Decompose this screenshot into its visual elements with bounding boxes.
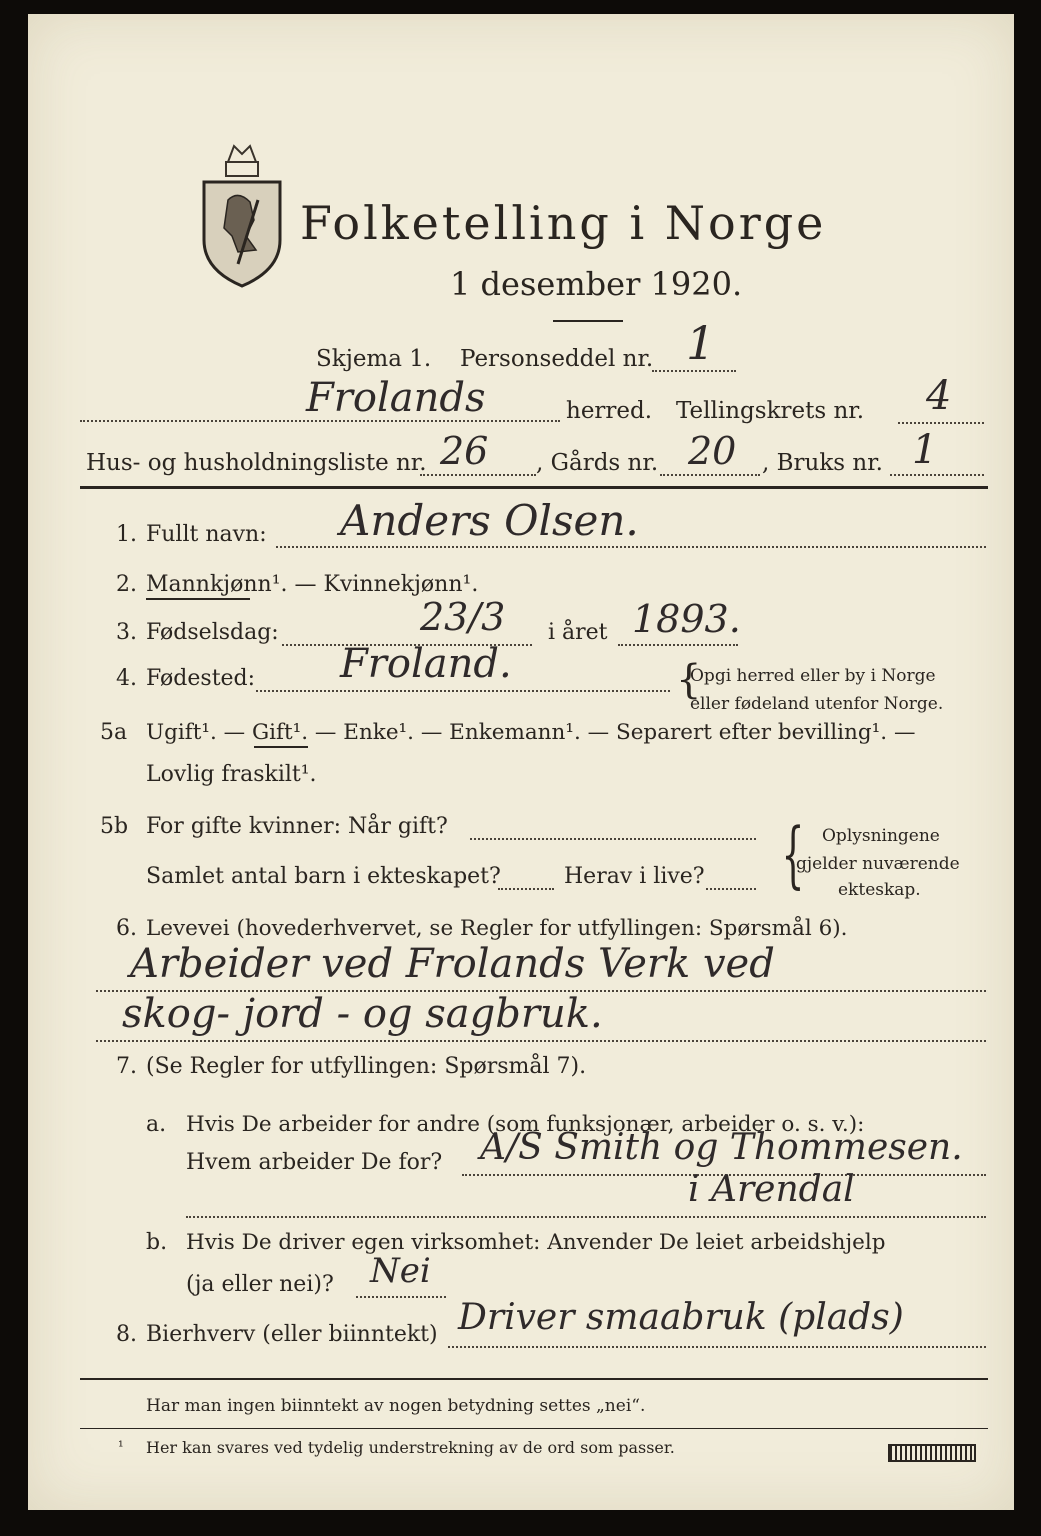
- footer-rule: [80, 1378, 988, 1380]
- q7a-letter: a.: [146, 1112, 167, 1137]
- marital-options: Ugift¹. — Gift¹. — Enke¹. — Enkemann¹. — Separert efter bevilling¹. —: [146, 720, 916, 745]
- marriage-note-line1: Oplysningene: [822, 826, 940, 846]
- personseddel-value: 1: [686, 316, 716, 370]
- footnote-rule: [80, 1428, 988, 1429]
- year-label: i året: [548, 620, 608, 645]
- birthplace-value: Froland.: [340, 641, 512, 687]
- q6-number: 6.: [116, 916, 137, 941]
- q7-number: 7.: [116, 1054, 137, 1079]
- footnote-mark: ¹: [118, 1439, 124, 1455]
- occupation-line2: [96, 1040, 986, 1042]
- children-alive-label: Herav i live?: [564, 864, 705, 889]
- brace-left-icon: {: [781, 812, 805, 896]
- printer-stamp-icon: [888, 1444, 976, 1462]
- form-title: Folketelling i Norge: [300, 196, 827, 250]
- q8-number: 8.: [116, 1322, 137, 1347]
- q5b-number: 5b: [100, 814, 129, 839]
- marriage-note-line3: ekteskap.: [838, 880, 921, 900]
- occupation-answer-line2: skog- jord - og sagbruk.: [122, 991, 603, 1037]
- personseddel-label: Personseddel nr.: [460, 346, 654, 372]
- children-count-label: Samlet antal barn i ekteskapet?: [146, 864, 501, 889]
- q7a-line1: Hvis De arbeider for andre (som funksjonær, arbeider o. s. v.):: [186, 1112, 865, 1137]
- q5a-number: 5a: [100, 720, 128, 745]
- q4-number: 4.: [116, 666, 137, 691]
- norwegian-coat-of-arms-icon: [198, 140, 286, 290]
- employer-label: Hvem arbeider De for?: [186, 1150, 443, 1175]
- tellingskrets-label: Tellingskrets nr.: [676, 398, 865, 424]
- married-when-label: For gifte kvinner: Når gift?: [146, 814, 448, 839]
- birthplace-note-line2: eller fødeland utenfor Norge.: [690, 694, 944, 714]
- q2-number: 2.: [116, 572, 137, 597]
- q1-line: [276, 546, 986, 548]
- sex-options: Mannkjønn¹. — Kvinnekjønn¹.: [146, 572, 479, 597]
- gards-line: [660, 474, 760, 476]
- hired-help-answer: Nei: [370, 1251, 431, 1291]
- year-line: [618, 644, 738, 646]
- hired-help-line: [356, 1296, 446, 1298]
- children-count-line: [498, 888, 554, 890]
- tellingskrets-value: 4: [926, 373, 952, 419]
- full-name-value: Anders Olsen.: [340, 496, 639, 545]
- marriage-note-line2: gjelder nuværende: [796, 854, 960, 874]
- q4-line: [256, 690, 670, 692]
- title-divider: [553, 320, 623, 322]
- tellingskrets-line: [898, 422, 984, 424]
- birthdate-value: 23/3: [420, 595, 506, 639]
- header-rule: [80, 486, 988, 489]
- employer-answer-line2: i Arendal: [688, 1169, 855, 1210]
- gards-value: 20: [688, 429, 737, 473]
- bruks-line: [890, 474, 984, 476]
- schema-label: Skjema 1.: [316, 346, 432, 372]
- side-income-line: [448, 1346, 986, 1348]
- married-when-line: [470, 838, 756, 840]
- husliste-label: Hus- og husholdningsliste nr.: [86, 450, 427, 476]
- q3-label: Fødselsdag:: [146, 620, 279, 645]
- birthplace-note-line1: Opgi herred eller by i Norge: [690, 666, 936, 686]
- children-alive-line: [706, 888, 756, 890]
- hired-help-label: (ja eller nei)?: [186, 1272, 334, 1297]
- q4-label: Fødested:: [146, 666, 256, 691]
- q7b-letter: b.: [146, 1230, 168, 1255]
- side-income-label: Bierhverv (eller biinntekt): [146, 1322, 438, 1347]
- birth-year-value: 1893.: [632, 597, 741, 641]
- mannkjonn-underline: [146, 598, 250, 600]
- brace-left-icon: {: [676, 657, 702, 703]
- herred-value: Frolands: [306, 375, 486, 421]
- gards-label: , Gårds nr.: [536, 450, 659, 476]
- gift-underline: [254, 746, 308, 748]
- occupation-answer-line1: Arbeider ved Frolands Verk ved: [130, 941, 775, 987]
- employer-line2: [186, 1216, 986, 1218]
- q7-label: (Se Regler for utfyllingen: Spørsmål 7).: [146, 1054, 587, 1079]
- husliste-value: 26: [440, 429, 489, 473]
- footnote-text: Her kan svares ved tydelig understrekning av de ord som passer.: [146, 1438, 675, 1457]
- q1-label: Fullt navn:: [146, 522, 267, 547]
- q7b-line1: Hvis De driver egen virksomhet: Anvender De leiet arbeidshjelp: [186, 1230, 886, 1255]
- marital-options-cont: Lovlig fraskilt¹.: [146, 762, 317, 787]
- herred-label: herred.: [566, 398, 653, 424]
- census-date: 1 desember 1920.: [450, 265, 743, 303]
- side-income-value: Driver smaabruk (plads): [458, 1297, 904, 1338]
- occupation-label: Levevei (hovederhvervet, se Regler for utfyllingen: Spørsmål 6).: [146, 916, 848, 941]
- bruks-value: 1: [912, 427, 938, 473]
- employer-answer-line1: A/S Smith og Thommesen.: [480, 1127, 963, 1168]
- bruks-label: , Bruks nr.: [762, 450, 883, 476]
- q1-number: 1.: [116, 522, 137, 547]
- husliste-line: [420, 474, 536, 476]
- personseddel-line: [652, 370, 736, 372]
- side-income-note: Har man ingen biinntekt av nogen betydning settes „nei“.: [146, 1396, 646, 1416]
- q3-number: 3.: [116, 620, 137, 645]
